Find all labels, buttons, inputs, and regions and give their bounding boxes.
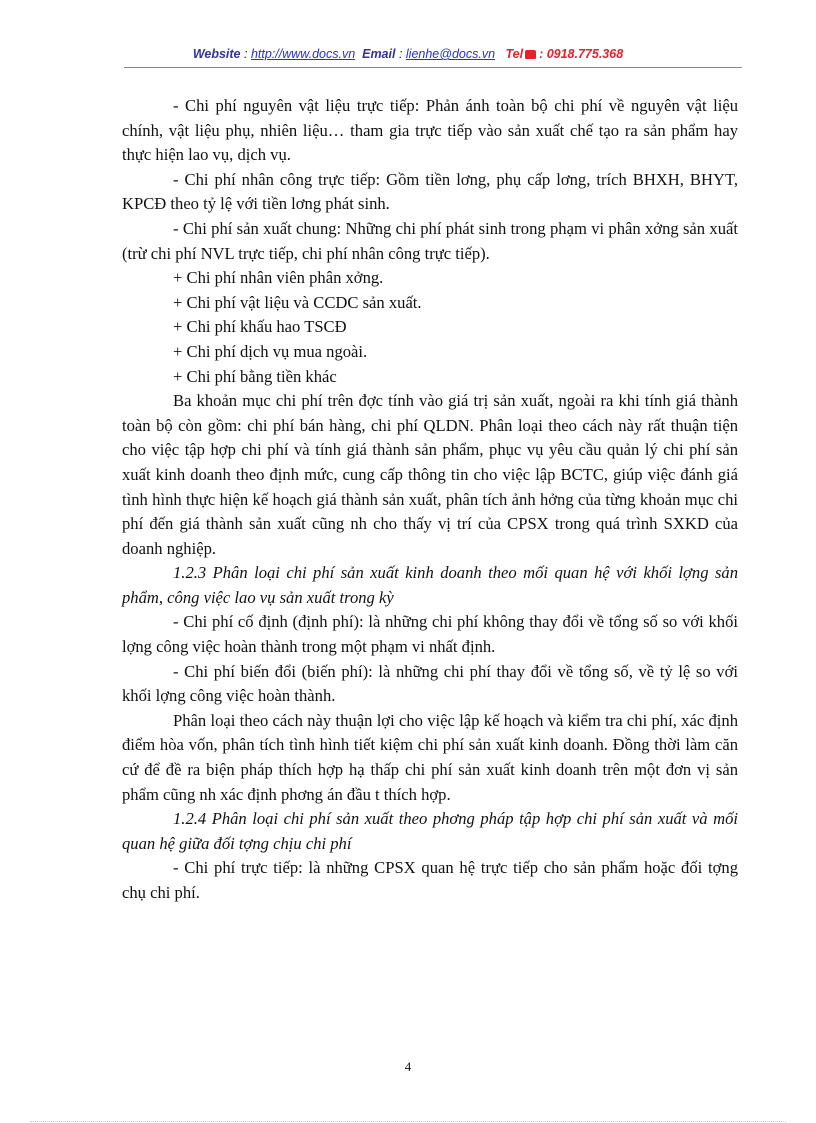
tel-number: : 0918.775.368 (539, 47, 624, 61)
page-header (0, 47, 816, 61)
website-separator: : (240, 47, 251, 61)
body-paragraph: - Chi phí cố định (định phí): là những chi phí không thay đổi về tổng số so với khối lợng công việc hoàn thành trong một phạm vi nhất định. (122, 612, 738, 657)
website-label: Website (192, 47, 241, 61)
body-paragraph: + Chi phí bằng tiền khác (173, 366, 337, 386)
email-separator: : (395, 47, 406, 61)
body-paragraph: + Chi phí dịch vụ mua ngoài. (173, 341, 368, 361)
body-paragraph: Ba khoản mục chi phí trên đợc tính vào giá trị sản xuất, ngoài ra khi tính giá thành toàn bộ còn gồm: chi phí bán hàng, chi phí QLDN. Phân loại theo cách này rất thuận tiện cho việc tập hợp chi phí và tính giá thành sản phẩm, phục vụ yêu cầu quản lý chi phí sản xuất kinh doanh theo định mức, cung cấp thông tin cho việc lập BCTC, giúp việc đánh giá tình hình thực hiện kế hoạch giá thành sản xuất, phân tích ảnh hởng của từng khoản mục chi phí đến giá thành sản xuất cũng nh cho thấy vị trí của CPSX trong quá trình SXKD của doanh nghiệp. (122, 391, 738, 558)
body-paragraph: - Chi phí nhân công trực tiếp: Gồm tiền lơng, phụ cấp lơng, trích BHXH, BHYT, KPCĐ theo tỷ lệ với tiền lơng phát sinh. (122, 169, 738, 214)
body-paragraph: - Chi phí trực tiếp: là những CPSX quan hệ trực tiếp cho sản phẩm hoặc đối tợng chụ chi phí. (122, 858, 738, 902)
body-paragraph: + Chi phí nhân viên phân xởng. (173, 268, 384, 288)
header-divider (124, 67, 742, 68)
body-paragraph: - Chi phí sản xuất chung: Những chi phí phát sinh trong phạm vi phân xởng sản xuất (trừ chi phí NVL trực tiếp, chi phí nhân công trực tiếp). (122, 218, 738, 263)
page-number: 4 (404, 1059, 412, 1074)
email-link[interactable]: lienhe@docs.vn (405, 47, 496, 61)
tel-label: Tel (505, 47, 524, 61)
body-paragraph: - Chi phí biến đổi (biến phí): là những chi phí thay đổi về tổng số, về tỷ lệ so với khối lợng công việc hoàn thành. (122, 661, 738, 706)
body-paragraph: + Chi phí vật liệu và CCDC sản xuất. (173, 292, 422, 312)
body-paragraph: - Chi phí nguyên vật liệu trực tiếp: Phản ánh toàn bộ chi phí về nguyên vật liệu chính, vật liệu phụ, nhiên liệu… tham gia trực tiếp vào sản xuất chế tạo ra sản phẩm hay thực hiện lao vụ, dịch vụ. (122, 96, 738, 165)
body-paragraph: + Chi phí khấu hao TSCĐ (173, 317, 347, 337)
telephone-icon (525, 50, 536, 59)
document-body (122, 94, 738, 906)
body-paragraph: Phân loại theo cách này thuận lợi cho việc lập kế hoạch và kiểm tra chi phí, xác định điểm hòa vốn, phân tích tình hình tiết kiệm chi phí sản xuất kinh doanh. Đồng thời làm căn cứ để đề ra biện pháp thích hợp hạ thấp chi phí sản xuất kinh doanh trên một đơn vị sản phẩm cũng nh xác định phơng án đầu t thích hợp. (122, 710, 738, 804)
page-bottom-border (30, 1121, 786, 1122)
email-label: Email (362, 47, 396, 61)
section-heading: 1.2.4 Phân loại chi phí sản xuất theo phơng pháp tập hợp chi phí sản xuất và mối quan hệ giữa đối tợng chịu chi phí (122, 809, 738, 853)
website-link[interactable]: http://www.docs.vn (250, 47, 356, 61)
section-heading: 1.2.3 Phân loại chi phí sản xuất kinh doanh theo mối quan hệ với khối lợng sản phẩm, công việc lao vụ sản xuất trong kỳ (122, 563, 738, 607)
